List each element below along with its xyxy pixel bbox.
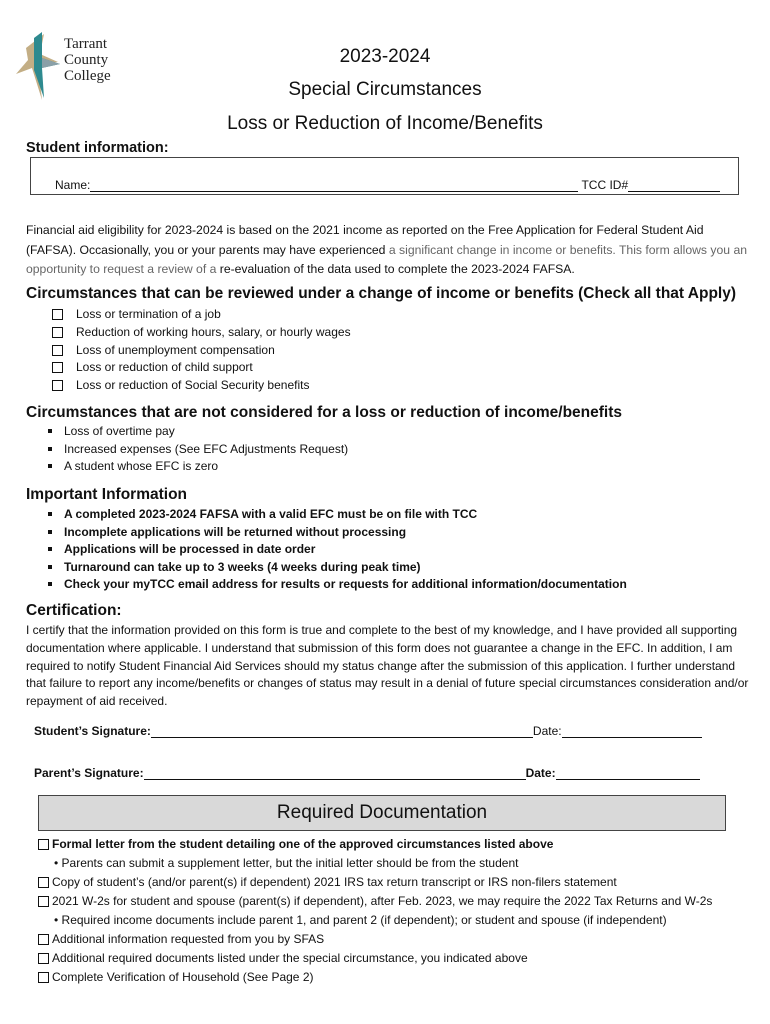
reviewed-heading: Circumstances that can be reviewed under a change of income or benefits (Check all that Apply) [26,285,737,302]
checkbox[interactable] [52,380,63,391]
list-item: A student whose EFC is zero [46,458,348,476]
list-item[interactable]: 2021 W-2s for student and spouse (parent(s) if dependent), after Feb. 2023, we may require the 2022 Tax Returns and W-2s [38,892,758,911]
list-item: Check your myTCC email address for results or requests for additional information/documentation [46,576,627,594]
list-item[interactable]: Additional information requested from you by SFAS [38,930,758,949]
student-date-line[interactable] [562,724,702,738]
list-item[interactable]: Formal letter from the student detailing one of the approved circumstances listed above [38,835,758,854]
checkbox[interactable] [38,972,49,983]
list-item[interactable]: Additional required documents listed under the special circumstance, you indicated above [38,949,758,968]
logo-wordmark: Tarrant County College [64,36,111,84]
student-date-label: Date: [532,724,562,738]
certification-heading: Certification: [26,602,122,619]
list-item[interactable]: Loss or reduction of Social Security benefits [52,377,351,395]
name-label: Name: [55,178,91,192]
name-input-line[interactable] [90,178,578,192]
form-title: Special Circumstances [288,79,482,100]
list-item: A completed 2023-2024 FAFSA with a valid EFC must be on file with TCC [46,506,627,524]
not-considered-list [46,423,348,476]
student-info-box [30,157,739,195]
list-item[interactable]: Loss of unemployment compensation [52,342,351,360]
student-signature-line[interactable] [151,724,533,738]
parent-signature-row [34,766,700,780]
list-item: Turnaround can take up to 3 weeks (4 weeks during peak time) [46,559,627,577]
not-considered-heading: Circumstances that are not considered for a loss or reduction of income/benefits [26,404,623,421]
list-item[interactable]: Loss or reduction of child support [52,359,351,377]
certification-text: I certify that the information provided on this form is true and complete to the best of my knowledge, and I have provided all supporting documentation where applicable. I understand that submission of this form does not guarantee a change in the EFC. In addition, I am required to notify Student Financial Aid Services should my status change after the submission of this application. I further understand that failure to report any income/benefits or changes of status may result in a denial of future special circumstances consideration and/or repayment of aid received. [26,623,749,709]
list-item[interactable]: Loss or termination of a job [52,306,351,324]
parent-signature-label: Parent’s Signature: [34,766,144,780]
list-item: Increased expenses (See EFC Adjustments Request) [46,441,348,459]
intro-paragraph: Financial aid eligibility for 2023-2024 is based on the 2021 income as reported on the Free Application for Federal Student Aid (FAFSA). Occasionally, you or your parents may have experienced a significant change in income or benefits. This form allows you an opportunity to request a review of a re-evaluation of the data used to complete the 2023-2024 FAFSA. [26,223,747,276]
name-field-row [55,178,720,192]
list-item[interactable]: Reduction of working hours, salary, or hourly wages [52,324,351,342]
list-item: Applications will be processed in date order [46,541,627,559]
important-heading: Important Information [26,486,188,503]
parent-signature-line[interactable] [144,766,526,780]
list-item[interactable]: Complete Verification of Household (See Page 2) [38,968,758,987]
list-item: Incomplete applications will be returned without processing [46,524,627,542]
checkbox[interactable] [52,362,63,373]
checkbox[interactable] [38,934,49,945]
form-year: 2023-2024 [339,46,431,67]
checkbox[interactable] [38,877,49,888]
parent-date-label: Date: [525,766,556,780]
reviewed-list [52,306,351,395]
checkbox[interactable] [38,896,49,907]
required-docs-list [38,835,758,987]
checkbox[interactable] [52,327,63,338]
list-item: Loss of overtime pay [46,423,348,441]
form-subtitle: Loss or Reduction of Income/Benefits [227,113,543,134]
parent-date-line[interactable] [556,766,700,780]
student-signature-label: Student’s Signature: [34,724,151,738]
list-subitem: • Required income documents include parent 1, and parent 2 (if dependent); or student and spouse (if independent) [54,913,667,927]
required-docs-heading: Required Documentation [38,795,726,831]
list-item[interactable]: Copy of student’s (and/or parent(s) if dependent) 2021 IRS tax return transcript or IRS non-filers statement [38,873,758,892]
important-list [46,506,627,594]
list-subitem: • Parents can submit a supplement letter, but the initial letter should be from the student [54,856,519,870]
student-signature-row [34,724,702,738]
checkbox[interactable] [52,309,63,320]
tcc-id-input-line[interactable] [628,178,720,192]
checkbox[interactable] [38,953,49,964]
tcc-id-label: TCC ID# [581,178,629,192]
student-info-heading: Student information: [26,140,169,156]
checkbox[interactable] [38,839,49,850]
checkbox[interactable] [52,345,63,356]
